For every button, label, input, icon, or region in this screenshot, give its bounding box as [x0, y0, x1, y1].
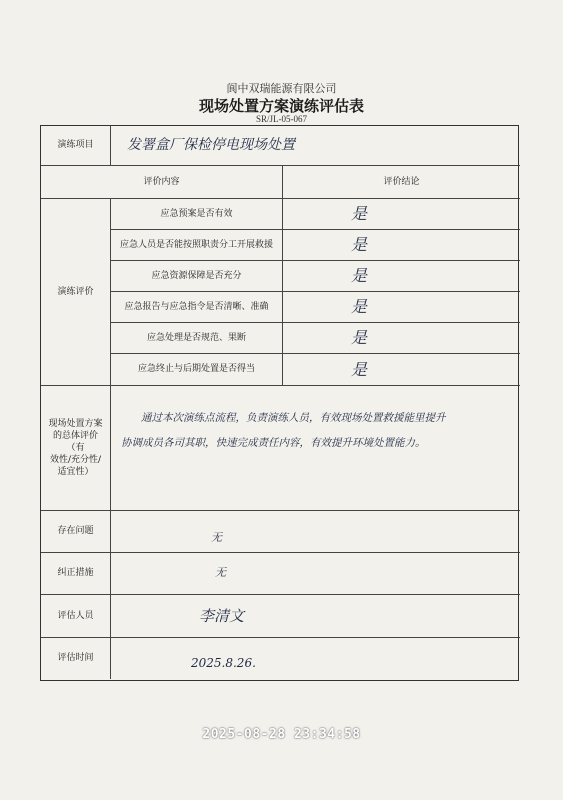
corrections-value: 无 [111, 553, 520, 595]
assessor-signature: 李清文 [111, 595, 520, 638]
section-label: 演练评价 [41, 199, 111, 386]
problems-label: 存在问题 [41, 511, 111, 553]
corrections-label: 纠正措施 [41, 553, 111, 595]
project-label: 演练项目 [41, 126, 111, 166]
item-content: 应急处理是否规范、果断 [111, 323, 283, 354]
item-result: 是 [283, 292, 520, 323]
item-result: 是 [283, 323, 520, 354]
assessor-label: 评估人员 [41, 595, 111, 638]
form-code: SR/JL-05-067 [255, 114, 307, 124]
item-result: 是 [283, 354, 520, 386]
company-name: 阆中双瑞能源有限公司 [226, 82, 337, 95]
item-result: 是 [283, 199, 520, 230]
item-content: 应急报告与应急指令是否清晰、准确 [111, 292, 283, 323]
conclusion-header: 评价结论 [283, 166, 520, 199]
form-title: 现场处置方案演练评估表 [198, 97, 364, 115]
date-label: 评估时间 [41, 638, 111, 679]
project-value: 发署盒厂保检停电现场处置 [111, 126, 520, 166]
evaluation-form [40, 125, 519, 681]
item-result: 是 [283, 261, 520, 292]
item-content: 应急终止与后期处置是否得当 [111, 354, 283, 386]
item-result: 是 [283, 230, 520, 261]
content-header: 评价内容 [41, 166, 283, 199]
overall-text: 通过本次演练点流程，负责演练人员，有效现场处置救援能里提升 协调成员各司其职，快速完成责任内容，有效提升环境处置能力。 [111, 386, 520, 511]
overall-label: 现场处置方案 的总体评价 （有 效性/充分性/ 适宜性） [41, 386, 111, 511]
problems-value: 无 [111, 511, 520, 553]
date-value: 2025.8.26. [191, 656, 256, 671]
photo-timestamp: 2025-08-28 23:34:58 [202, 727, 361, 742]
item-content: 应急资源保障是否充分 [111, 261, 283, 292]
item-content: 应急预案是否有效 [111, 199, 283, 230]
item-content: 应急人员是否能按照职责分工开展救援 [111, 230, 283, 261]
